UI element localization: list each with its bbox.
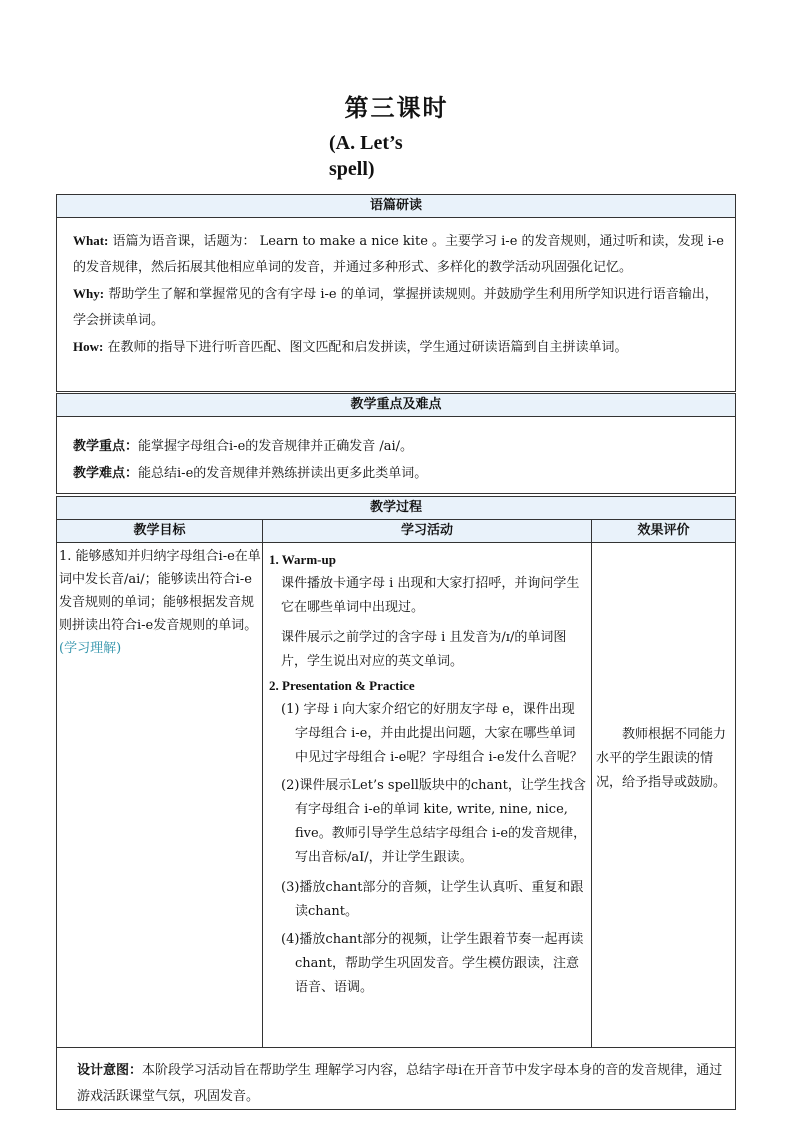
presentation-step-4 xyxy=(281,928,587,1000)
activity-cell xyxy=(262,542,592,1048)
key-points-box xyxy=(56,416,736,494)
warmup-title: 1. Warm-up xyxy=(269,552,336,567)
text-study-box xyxy=(56,217,736,392)
key-text: 能掌握字母组合i-e的发音规律并正确发音 /ai/。 xyxy=(138,439,414,454)
goal-text: 1. 能够感知并归纳字母组合i-e在单词中发长音/ai/；能够读出符合i-e发音规则的单词；能够根据发音规则拼读出符合i-e发音规则的单词。 xyxy=(59,549,261,633)
goal-tag: (学习理解) xyxy=(59,641,122,656)
difficult-label: 教学难点： xyxy=(73,465,139,480)
presentation-step-2 xyxy=(281,774,587,870)
page-title: 第三课时 xyxy=(344,94,449,122)
key-point xyxy=(73,433,727,460)
how-paragraph xyxy=(73,334,727,361)
section-header-process: 教学过程 xyxy=(56,496,736,520)
how-text: 在教师的指导下进行听音匹配、图文匹配和启发拼读，学生通过研读语篇到自主拼读单词。 xyxy=(103,340,628,355)
evaluation-text: 教师根据不同能力水平的学生跟读的情况，给予指导或鼓励。 xyxy=(596,727,727,790)
evaluation-cell xyxy=(591,542,736,1048)
warmup-step-1: 课件播放卡通字母 i 出现和大家打招呼，并询问学生它在哪些单词中出现过。 xyxy=(281,576,580,615)
difficult-point xyxy=(73,460,727,487)
goal-cell xyxy=(56,542,263,1048)
warmup-step-2: 课件展示之前学过的含字母 i 且发音为/ɪ/的单词图片，学生说出对应的英文单词。 xyxy=(281,630,567,669)
presentation-step-3-text: (3)播放chant部分的音频，让学生认真听、重复和跟读chant。 xyxy=(281,880,584,919)
design-label: 设计意图： xyxy=(77,1063,143,1078)
section-header-key-points: 教学重点及难点 xyxy=(56,393,736,417)
column-header-evaluation: 效果评价 xyxy=(591,519,736,543)
difficult-text: 能总结i-e的发音规律并熟练拼读出更多此类单词。 xyxy=(138,466,428,481)
what-paragraph xyxy=(73,228,727,281)
design-intent-box xyxy=(56,1047,736,1110)
design-text: 本阶段学习活动旨在帮助学生 理解学习内容，总结字母i在开音节中发字母本身的音的发音规律，通过游戏活跃课堂气氛，巩固发音。 xyxy=(77,1063,723,1104)
presentation-title: 2. Presentation & Practice xyxy=(269,678,415,693)
column-header-goal: 教学目标 xyxy=(56,519,263,543)
what-label: What: xyxy=(73,233,109,248)
why-paragraph xyxy=(73,281,727,334)
why-label: Why: xyxy=(73,286,105,301)
why-text: 帮助学生了解和掌握常见的含有字母 i-e 的单词，掌握拼读规则。并鼓励学生利用所学知识进行语音输出，学会拼读单词。 xyxy=(73,287,718,328)
presentation-step-1 xyxy=(281,698,587,770)
what-text: 语篇为语音课，话题为： Learn to make a nice kite 。主要学习 i-e 的发音规则，通过听和读，发现 i-e 的发音规律，然后拓展其他相应单词的发音，并通过多种形式、多样化的教学活动巩固强化记忆。 xyxy=(73,234,724,275)
page-subtitle: (A. Let’s spell) xyxy=(329,132,403,180)
presentation-step-3 xyxy=(281,876,587,924)
column-header-activity: 学习活动 xyxy=(262,519,592,543)
how-label: How: xyxy=(73,339,104,354)
presentation-step-4-text: (4)播放chant部分的视频，让学生跟着节奏一起再读chant，帮助学生巩固发音。学生模仿跟读，注意语音、语调。 xyxy=(281,932,584,995)
key-label: 教学重点： xyxy=(73,438,139,453)
presentation-step-2-text: (2)课件展示Let’s spell版块中的chant，让学生找含有字母组合 i-e的单词 kite, write, nine, nice, five。教师引导学生总结字母组合 i-e的发音规律，写出音标/aI/，并让学生跟读。 xyxy=(281,778,587,865)
section-header-text-study: 语篇研读 xyxy=(56,194,736,218)
presentation-step-1-text: (1) 字母 i 向大家介绍它的好朋友字母 e，课件出现字母组合 i-e，并由此提出问题，大家在哪些单词中见过字母组合 i-e呢？字母组合 i-e发什么音呢？ xyxy=(281,702,583,765)
